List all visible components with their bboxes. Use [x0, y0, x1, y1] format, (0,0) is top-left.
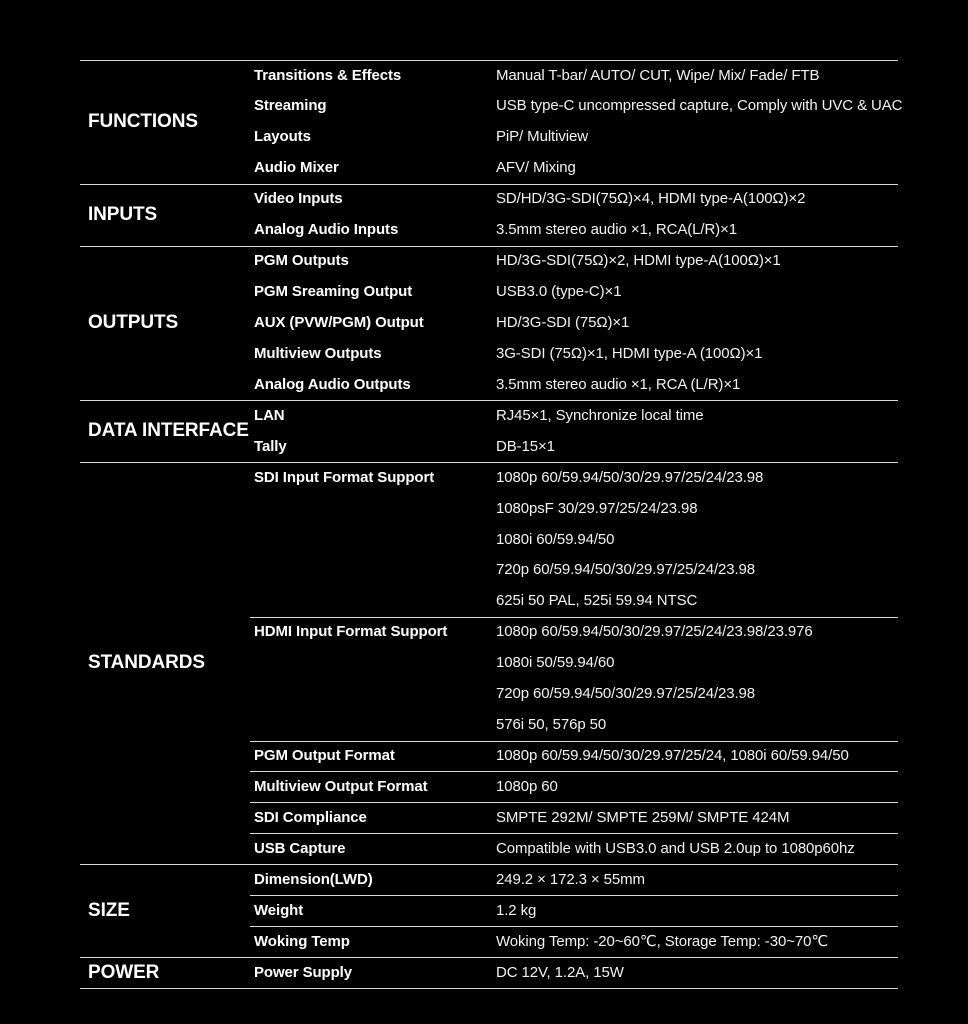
spec-label: Multiview Outputs	[254, 344, 382, 362]
spec-label: Audio Mixer	[254, 159, 339, 177]
spec-label: PGM Output Format	[254, 747, 395, 764]
spec-label: Analog Audio Inputs	[254, 221, 399, 239]
spec-label: SDI Compliance	[254, 808, 367, 826]
spec-value: USB type-C uncompressed capture, Comply with UVC & UAC	[496, 97, 903, 115]
spec-value: Compatible with USB3.0 and USB 2.0up to 1080p60hz	[496, 839, 855, 857]
spec-label: Layouts	[254, 128, 311, 146]
spec-label: Transitions & Effects	[254, 66, 402, 84]
section-divider	[80, 184, 898, 185]
spec-value: 3G-SDI (75Ω)×1, HDMI type-A (100Ω)×1	[496, 344, 763, 362]
spec-value: 1080p 60	[496, 777, 558, 795]
spec-value: 1.2 kg	[496, 901, 537, 919]
spec-value: USB3.0 (type-C)×1	[496, 283, 622, 300]
spec-label: Analog Audio Outputs	[254, 375, 411, 393]
spec-label: Weight	[254, 901, 304, 919]
spec-value: 1080p 60/59.94/50/30/29.97/25/24, 1080i 60/59.94/50	[496, 747, 849, 764]
spec-label: AUX (PVW/PGM) Output	[254, 313, 424, 331]
section-category: FUNCTIONS	[88, 110, 198, 132]
row-divider	[250, 617, 898, 618]
section-divider	[80, 462, 898, 463]
section-category: POWER	[88, 961, 160, 983]
spec-value: 720p 60/59.94/50/30/29.97/25/24/23.98	[496, 561, 756, 579]
section-divider	[80, 60, 898, 61]
section-category: INPUTS	[88, 203, 158, 225]
row-divider	[250, 802, 898, 803]
section-category: STANDARDS	[88, 652, 205, 674]
spec-value: HD/3G-SDI (75Ω)×1	[496, 313, 630, 331]
spec-value: 720p 60/59.94/50/30/29.97/25/24/23.98	[496, 685, 756, 703]
section-category: SIZE	[88, 899, 130, 921]
row-divider	[250, 895, 898, 896]
spec-value: 1080i 60/59.94/50	[496, 530, 615, 548]
spec-label: LAN	[254, 406, 285, 424]
section-category: OUTPUTS	[88, 311, 179, 333]
spec-value: DC 12V, 1.2A, 15W	[496, 963, 624, 981]
row-divider	[250, 833, 898, 834]
spec-label: Tally	[254, 437, 287, 455]
spec-label: Multiview Output Format	[254, 777, 428, 795]
row-divider	[250, 926, 898, 927]
spec-label: Power Supply	[254, 963, 352, 981]
spec-value: Woking Temp: -20~60℃, Storage Temp: -30~70℃	[496, 932, 829, 950]
section-divider	[80, 246, 898, 247]
section-divider	[80, 400, 898, 401]
spec-label: Video Inputs	[254, 190, 343, 208]
spec-label: HDMI Input Format Support	[254, 623, 448, 641]
spec-label: Woking Temp	[254, 932, 350, 950]
spec-label: PGM Outputs	[254, 252, 349, 270]
spec-value: PiP/ Multiview	[496, 128, 588, 146]
spec-value: AFV/ Mixing	[496, 159, 576, 177]
spec-value: DB-15×1	[496, 437, 555, 455]
spec-value: 1080p 60/59.94/50/30/29.97/25/24/23.98/23.976	[496, 623, 813, 641]
section-category: DATA INTERFACE	[88, 420, 249, 442]
spec-value: 1080i 50/59.94/60	[496, 654, 615, 672]
row-divider	[250, 741, 898, 742]
section-divider	[80, 988, 898, 989]
spec-label: Streaming	[254, 97, 327, 115]
spec-value: 3.5mm stereo audio ×1, RCA(L/R)×1	[496, 221, 737, 239]
section-divider	[80, 957, 898, 958]
spec-value: 1080p 60/59.94/50/30/29.97/25/24/23.98	[496, 468, 764, 486]
spec-value: SD/HD/3G-SDI(75Ω)×4, HDMI type-A(100Ω)×2	[496, 190, 806, 208]
section-divider	[80, 864, 898, 865]
spec-label: USB Capture	[254, 839, 346, 857]
spec-label: PGM Sreaming Output	[254, 283, 413, 300]
spec-label: SDI Input Format Support	[254, 468, 435, 486]
spec-value: 1080psF 30/29.97/25/24/23.98	[496, 499, 698, 517]
spec-value: SMPTE 292M/ SMPTE 259M/ SMPTE 424M	[496, 808, 790, 826]
spec-value: RJ45×1, Synchronize local time	[496, 406, 704, 424]
spec-value: 576i 50, 576p 50	[496, 716, 607, 734]
spec-label: Dimension(LWD)	[254, 870, 373, 888]
spec-value: HD/3G-SDI(75Ω)×2, HDMI type-A(100Ω)×1	[496, 252, 781, 270]
spec-value: 249.2 × 172.3 × 55mm	[496, 870, 645, 888]
spec-value: 625i 50 PAL, 525i 59.94 NTSC	[496, 592, 698, 610]
spec-value: 3.5mm stereo audio ×1, RCA (L/R)×1	[496, 375, 741, 393]
row-divider	[250, 771, 898, 772]
spec-value: Manual T-bar/ AUTO/ CUT, Wipe/ Mix/ Fade/ FTB	[496, 66, 820, 84]
